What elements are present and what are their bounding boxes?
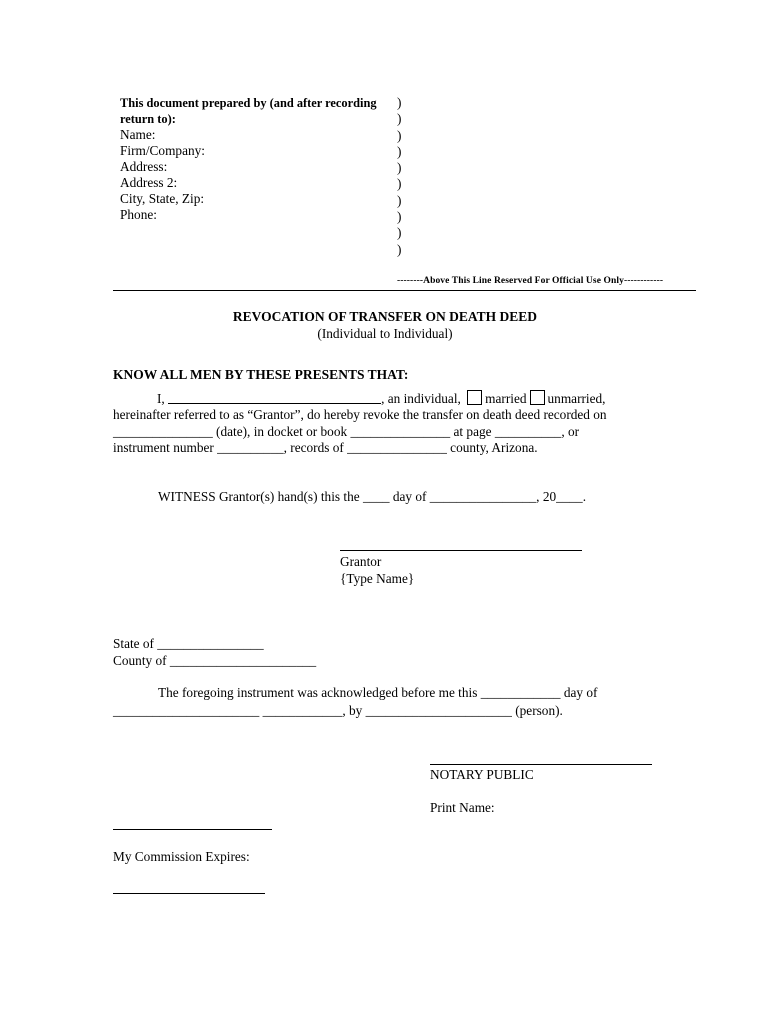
instrument-number-line: instrument number __________, records of _______________ county, Arizona.: [113, 440, 538, 455]
notary-signature-line[interactable]: [430, 764, 652, 765]
unmarried-checkbox[interactable]: [530, 390, 545, 405]
prepared-by-heading-line1: This document prepared by (and after recording: [120, 96, 377, 110]
print-name-line[interactable]: [113, 829, 272, 830]
county-line: County of ______________________: [113, 653, 317, 668]
an-individual-text: , an individual,: [381, 391, 465, 406]
commission-expires-label: My Commission Expires:: [113, 849, 250, 864]
paren: ): [397, 160, 402, 176]
prepared-by-block: [120, 95, 377, 223]
document-title: REVOCATION OF TRANSFER ON DEATH DEED: [232, 309, 538, 324]
grantor-label: Grantor: [340, 554, 382, 569]
acknowledgment-line2: ______________________ ____________, by ______________________ (person).: [113, 703, 563, 718]
paren: ): [397, 225, 402, 241]
field-phone-label: Phone:: [120, 207, 157, 222]
paren: ): [397, 143, 402, 159]
married-label: married: [485, 391, 527, 406]
witness-line: WITNESS Grantor(s) hand(s) this the ____ day of ________________, 20____.: [158, 489, 587, 504]
married-checkbox[interactable]: [467, 390, 482, 405]
field-address2-label: Address 2:: [120, 175, 178, 190]
unmarried-label: unmarried,: [547, 391, 606, 406]
recording-details-line: _______________ (date), in docket or book _______________ at page __________, or: [113, 424, 580, 439]
prepared-by-heading-line2: return to):: [120, 112, 176, 126]
grantor-prefix: I,: [157, 391, 169, 406]
paren: ): [397, 95, 402, 110]
state-line: State of ________________: [113, 636, 264, 651]
paren: ): [397, 241, 402, 257]
paren: ): [397, 192, 402, 208]
field-address-label: Address:: [120, 159, 168, 174]
print-name-label: Print Name:: [430, 800, 495, 815]
revoke-text: hereinafter referred to as “Grantor”, do hereby revoke the transfer on death deed recorded on: [113, 407, 607, 422]
grantor-line: [157, 390, 606, 407]
paren: ): [397, 176, 402, 192]
know-all-heading: KNOW ALL MEN BY THESE PRESENTS THAT:: [113, 367, 409, 382]
paren: ): [397, 127, 402, 143]
official-use-divider: [113, 290, 696, 291]
paren-column: [397, 95, 401, 258]
reserved-note: --------Above This Line Reserved For Official Use Only------------: [397, 276, 664, 286]
grantor-signature-line[interactable]: [340, 550, 582, 551]
field-firm-label: Firm/Company:: [120, 143, 205, 158]
field-name-label: Name:: [120, 127, 156, 142]
acknowledgment-line1: The foregoing instrument was acknowledged before me this ____________ day of: [158, 685, 598, 700]
document-subtitle: (Individual to Individual): [317, 326, 453, 341]
notary-public-label: NOTARY PUBLIC: [430, 767, 534, 782]
commission-expires-line[interactable]: [113, 893, 265, 894]
grantor-name-field[interactable]: [168, 391, 381, 404]
paren: ): [397, 111, 402, 127]
paren: ): [397, 209, 402, 225]
field-city-state-zip-label: City, State, Zip:: [120, 191, 205, 206]
type-name-label: {Type Name}: [340, 571, 415, 586]
